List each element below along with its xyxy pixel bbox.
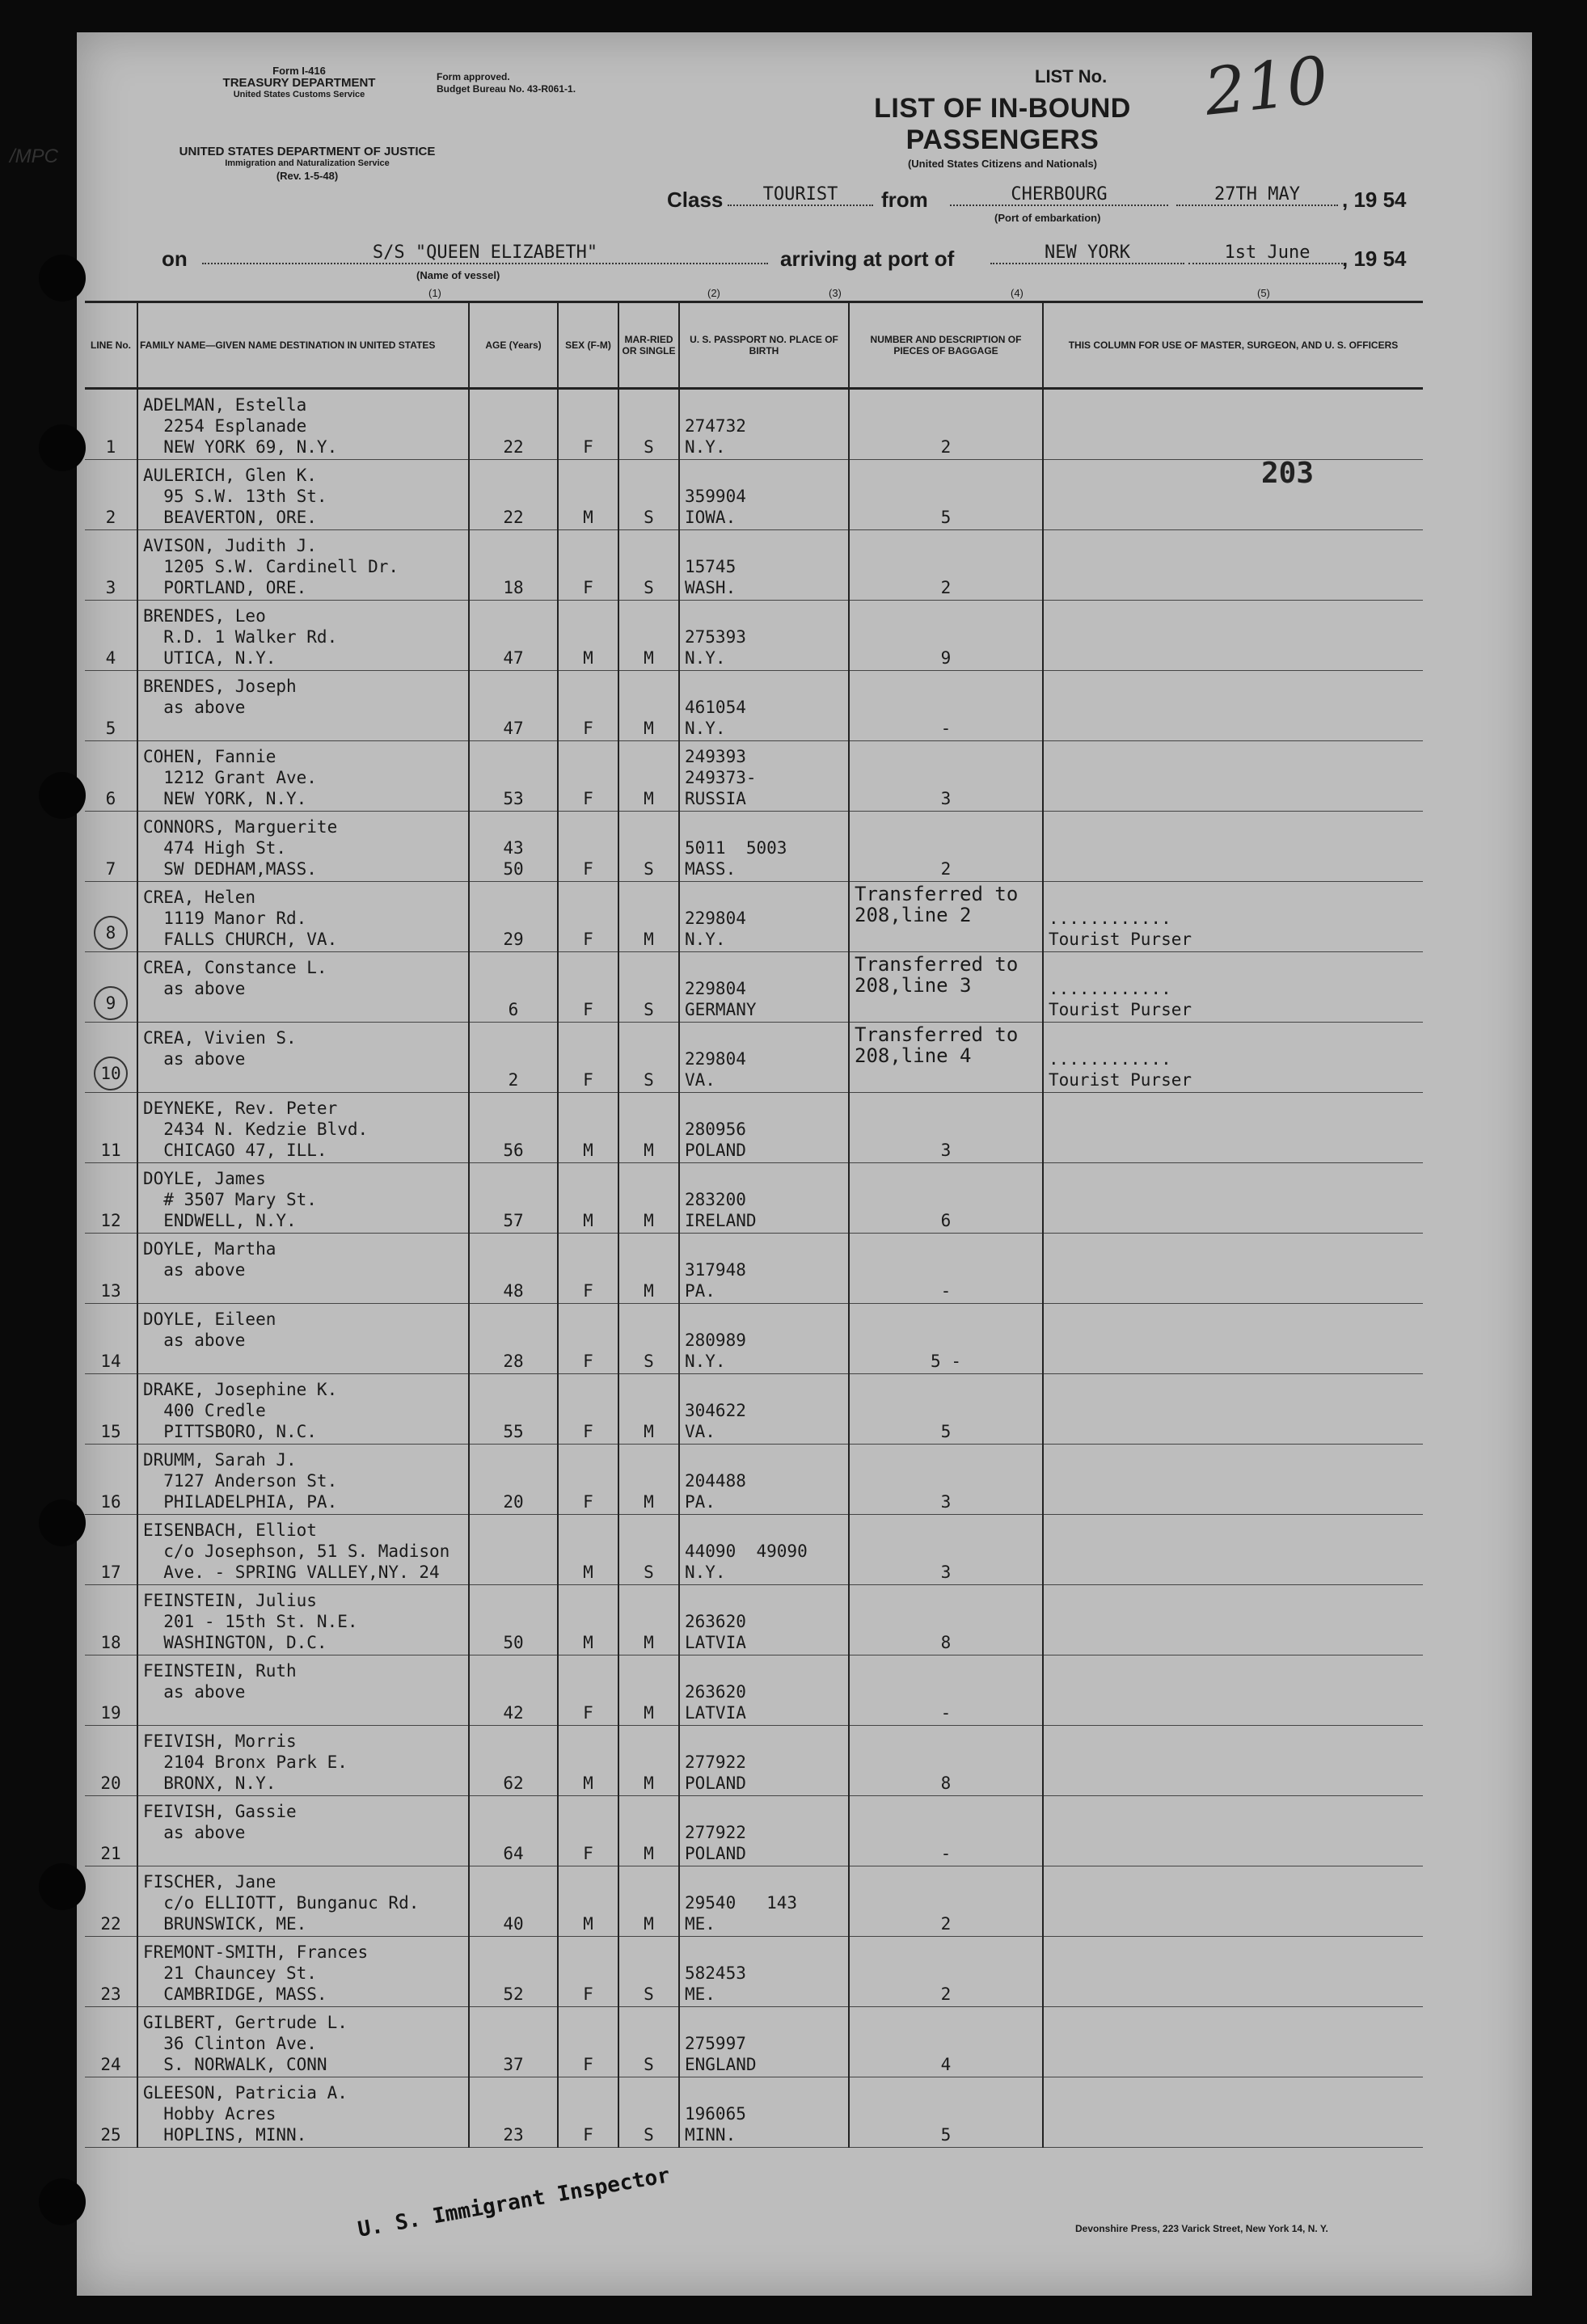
marital-cell: S (618, 1937, 679, 2007)
table-row (85, 1023, 1423, 1093)
baggage-cell: Transferred to 208,line 4 (849, 1023, 1043, 1093)
passport-cell: 359904 IOWA. (679, 460, 849, 530)
passport-cell: 229804 N.Y. (679, 882, 849, 952)
table-row (85, 812, 1423, 882)
line-number: 24 (85, 2007, 137, 2077)
sex-cell: M (558, 460, 618, 530)
passenger-name: CREA, Constance L. as above (137, 952, 469, 1023)
passport-cell: 263620 LATVIA (679, 1655, 849, 1726)
passenger-name: DRUMM, Sarah J. 7127 Anderson St. PHILADELPHIA, PA. (137, 1445, 469, 1515)
sex-cell: M (558, 601, 618, 671)
budget-bureau: Budget Bureau No. 43-R061-1. (437, 83, 576, 95)
form-number: Form I-416 (272, 65, 326, 77)
baggage-cell: 5 (849, 460, 1043, 530)
age-cell: 2 (469, 1023, 558, 1093)
passport-cell: 582453 ME. (679, 1937, 849, 2007)
table-row (85, 1937, 1423, 2007)
depart-date: 27TH MAY (1176, 184, 1338, 206)
baggage-cell: Transferred to 208,line 2 (849, 882, 1043, 952)
sex-cell: F (558, 1304, 618, 1374)
baggage-cell: 8 (849, 1726, 1043, 1796)
passport-cell: 196065 MINN. (679, 2077, 849, 2148)
baggage-cell: 3 (849, 741, 1043, 812)
baggage-cell: 3 (849, 1445, 1043, 1515)
list-no-label: LIST No. (1035, 66, 1108, 86)
passenger-name: CONNORS, Marguerite 474 High St. SW DEDHAM,MASS. (137, 812, 469, 882)
passenger-name: FREMONT-SMITH, Frances 21 Chauncey St. CAMBRIDGE, MASS. (137, 1937, 469, 2007)
remarks-cell (1043, 460, 1423, 530)
marital-cell: M (618, 671, 679, 741)
marital-cell: S (618, 812, 679, 882)
passenger-table (85, 301, 1423, 2148)
passenger-name: BRENDES, Joseph as above (137, 671, 469, 741)
baggage-cell: 2 (849, 1866, 1043, 1937)
line-number: 15 (85, 1374, 137, 1445)
passenger-name: DOYLE, Martha as above (137, 1234, 469, 1304)
baggage-cell: 9 (849, 601, 1043, 671)
age-cell: 50 (469, 1585, 558, 1655)
line-number (85, 882, 137, 952)
col-number: (1) (428, 287, 441, 299)
remarks-cell (1043, 1374, 1423, 1445)
remarks-cell (1043, 1445, 1423, 1515)
age-cell: 22 (469, 460, 558, 530)
line-number: 2 (85, 460, 137, 530)
passport-cell: 280956 POLAND (679, 1093, 849, 1163)
passenger-name: DOYLE, Eileen as above (137, 1304, 469, 1374)
table-row (85, 460, 1423, 530)
marital-cell: M (618, 1726, 679, 1796)
age-cell: 55 (469, 1374, 558, 1445)
table-row (85, 741, 1423, 812)
age-cell: 56 (469, 1093, 558, 1163)
arrival-year: , 19 54 (1342, 247, 1407, 271)
baggage-cell: 3 (849, 1515, 1043, 1585)
passenger-name: DOYLE, James # 3507 Mary St. ENDWELL, N.Y. (137, 1163, 469, 1234)
line-number: 20 (85, 1726, 137, 1796)
baggage-cell: 2 (849, 389, 1043, 460)
age-cell: 22 (469, 389, 558, 460)
marital-cell: S (618, 952, 679, 1023)
port-embark-sub: (Port of embarkation) (994, 212, 1101, 224)
remarks-cell (1043, 1234, 1423, 1304)
age-cell: 43 50 (469, 812, 558, 882)
line-number: 23 (85, 1937, 137, 2007)
col-number: (2) (707, 287, 720, 299)
passenger-name: AULERICH, Glen K. 95 S.W. 13th St. BEAVERTON, ORE. (137, 460, 469, 530)
line-number: 3 (85, 530, 137, 601)
passport-cell: 277922 POLAND (679, 1796, 849, 1866)
baggage-cell: 2 (849, 812, 1043, 882)
line-number (85, 952, 137, 1023)
marital-cell: M (618, 1866, 679, 1937)
marital-cell: M (618, 1585, 679, 1655)
sex-cell: M (558, 1585, 618, 1655)
document-title (776, 93, 1229, 170)
passenger-name: GLEESON, Patricia A. Hobby Acres HOPLINS, MINN. (137, 2077, 469, 2148)
remarks-cell (1043, 601, 1423, 671)
table-row (85, 389, 1423, 460)
sex-cell: M (558, 1866, 618, 1937)
marital-cell: S (618, 389, 679, 460)
header-line: LINE No. (85, 302, 137, 389)
table-row (85, 530, 1423, 601)
passport-cell: 283200 IRELAND (679, 1163, 849, 1234)
table-row (85, 1726, 1423, 1796)
arriving-label: arriving at port of (780, 247, 955, 271)
table-row (85, 2007, 1423, 2077)
marital-cell: S (618, 1515, 679, 1585)
line-number: 7 (85, 812, 137, 882)
remarks-cell (1043, 1163, 1423, 1234)
passenger-name: FEIVISH, Gassie as above (137, 1796, 469, 1866)
marital-cell: M (618, 1796, 679, 1866)
passport-cell: 229804 VA. (679, 1023, 849, 1093)
passenger-name: BRENDES, Leo R.D. 1 Walker Rd. UTICA, N.Y. (137, 601, 469, 671)
age-cell: 52 (469, 1937, 558, 2007)
baggage-cell: 2 (849, 530, 1043, 601)
passenger-name: FISCHER, Jane c/o ELLIOTT, Bunganuc Rd. BRUNSWICK, ME. (137, 1866, 469, 1937)
sex-cell: F (558, 1374, 618, 1445)
revision: (Rev. 1-5-48) (276, 170, 339, 182)
passenger-name: FEINSTEIN, Ruth as above (137, 1655, 469, 1726)
age-cell (469, 1515, 558, 1585)
marital-cell: S (618, 2077, 679, 2148)
binder-hole (39, 424, 86, 471)
baggage-cell: Transferred to 208,line 3 (849, 952, 1043, 1023)
passport-cell: 204488 PA. (679, 1445, 849, 1515)
remarks-cell (1043, 671, 1423, 741)
passport-cell: 274732 N.Y. (679, 389, 849, 460)
passenger-name: CREA, Vivien S. as above (137, 1023, 469, 1093)
age-cell: 62 (469, 1726, 558, 1796)
baggage-cell: 2 (849, 1937, 1043, 2007)
vessel-sub: (Name of vessel) (416, 269, 500, 281)
passport-cell: 15745 WASH. (679, 530, 849, 601)
class-value: TOURIST (728, 184, 873, 206)
baggage-cell: 5 (849, 1374, 1043, 1445)
from-label: from (881, 188, 928, 212)
remarks-cell (1043, 2077, 1423, 2148)
printer-footer: Devonshire Press, 223 Varick Street, New York 14, N. Y. (1075, 2223, 1328, 2234)
circled-line-number: 9 (94, 986, 128, 1020)
sex-cell: M (558, 1726, 618, 1796)
sex-cell: F (558, 1023, 618, 1093)
table-row (85, 1304, 1423, 1374)
line-number: 18 (85, 1585, 137, 1655)
age-cell: 47 (469, 671, 558, 741)
binder-hole (39, 1863, 86, 1910)
passenger-name: FEINSTEIN, Julius 201 - 15th St. N.E. WASHINGTON, D.C. (137, 1585, 469, 1655)
marital-cell: M (618, 1093, 679, 1163)
passenger-name: DEYNEKE, Rev. Peter 2434 N. Kedzie Blvd. CHICAGO 47, ILL. (137, 1093, 469, 1163)
line-number: 17 (85, 1515, 137, 1585)
age-cell: 28 (469, 1304, 558, 1374)
line-number: 13 (85, 1234, 137, 1304)
header-passport: U. S. PASSPORT NO. PLACE OF BIRTH (679, 302, 849, 389)
remarks-cell (1043, 1304, 1423, 1374)
marital-cell: M (618, 601, 679, 671)
passenger-name: DRAKE, Josephine K. 400 Credle PITTSBORO, N.C. (137, 1374, 469, 1445)
marital-cell: S (618, 1304, 679, 1374)
passport-cell: 5011 5003 MASS. (679, 812, 849, 882)
remarks-cell (1043, 1515, 1423, 1585)
table-row (85, 1234, 1423, 1304)
arrival-port: NEW YORK (990, 243, 1184, 264)
age-cell: 20 (469, 1445, 558, 1515)
line-number: 16 (85, 1445, 137, 1515)
table-row (85, 1093, 1423, 1163)
baggage-cell: 4 (849, 2007, 1043, 2077)
marital-cell: M (618, 882, 679, 952)
sex-cell: M (558, 1515, 618, 1585)
age-cell: 64 (469, 1796, 558, 1866)
passport-cell: 280989 N.Y. (679, 1304, 849, 1374)
remarks-cell (1043, 1937, 1423, 2007)
sex-cell: F (558, 1445, 618, 1515)
remarks-cell (1043, 1585, 1423, 1655)
remarks-cell (1043, 1726, 1423, 1796)
justice-header (81, 146, 534, 182)
baggage-cell: 5 (849, 2077, 1043, 2148)
baggage-cell: 5 - (849, 1304, 1043, 1374)
binder-hole (39, 772, 86, 819)
line-number: 5 (85, 671, 137, 741)
subtitle-text: (United States Citizens and Nationals) (907, 158, 1098, 170)
remarks-cell: ............ Tourist Purser (1043, 952, 1423, 1023)
passport-cell: 29540 143 ME. (679, 1866, 849, 1937)
class-label: Class (667, 188, 724, 212)
line-number (85, 1023, 137, 1093)
passenger-name: COHEN, Fannie 1212 Grant Ave. NEW YORK, N.Y. (137, 741, 469, 812)
age-cell: 23 (469, 2077, 558, 2148)
table-row (85, 1445, 1423, 1515)
ins-service: Immigration and Naturalization Service (225, 158, 390, 168)
circled-line-number: 8 (94, 916, 128, 950)
table-row (85, 1585, 1423, 1655)
age-cell: 6 (469, 952, 558, 1023)
stamp-number: 203 (1261, 457, 1315, 490)
sex-cell: F (558, 1937, 618, 2007)
marital-cell: S (618, 460, 679, 530)
marital-cell: S (618, 530, 679, 601)
remarks-cell (1043, 1093, 1423, 1163)
table-header-row (85, 302, 1423, 389)
title-text: LIST OF IN-BOUND PASSENGERS (874, 93, 1131, 155)
treasury-dept: TREASURY DEPARTMENT (222, 76, 376, 90)
sex-cell: F (558, 741, 618, 812)
baggage-cell: 3 (849, 1093, 1043, 1163)
baggage-cell: 8 (849, 1585, 1043, 1655)
from-value: CHERBOURG (950, 184, 1168, 206)
form-header (146, 65, 453, 101)
binder-hole (39, 2178, 86, 2225)
passport-cell: 275997 ENGLAND (679, 2007, 849, 2077)
header-name: FAMILY NAME—GIVEN NAME DESTINATION IN UNITED STATES (137, 302, 469, 389)
marital-cell: M (618, 741, 679, 812)
passport-cell: 44090 49090 N.Y. (679, 1515, 849, 1585)
approval-block (437, 71, 576, 95)
passenger-name: EISENBACH, Elliot c/o Josephson, 51 S. Madison Ave. - SPRING VALLEY,NY. 24 (137, 1515, 469, 1585)
line-number: 1 (85, 389, 137, 460)
remarks-cell (1043, 1796, 1423, 1866)
sex-cell: F (558, 1234, 618, 1304)
line-number: 22 (85, 1866, 137, 1937)
line-number: 4 (85, 601, 137, 671)
passenger-name: AVISON, Judith J. 1205 S.W. Cardinell Dr. PORTLAND, ORE. (137, 530, 469, 601)
age-cell: 53 (469, 741, 558, 812)
circled-line-number: 10 (94, 1057, 128, 1090)
sex-cell: M (558, 1163, 618, 1234)
table-row (85, 2077, 1423, 2148)
header-sex: SEX (F-M) (558, 302, 618, 389)
baggage-cell: - (849, 1234, 1043, 1304)
sex-cell: F (558, 812, 618, 882)
header-age: AGE (Years) (469, 302, 558, 389)
col-number: (3) (829, 287, 842, 299)
remarks-cell (1043, 812, 1423, 882)
marital-cell: S (618, 1023, 679, 1093)
table-row (85, 1866, 1423, 1937)
age-cell: 48 (469, 1234, 558, 1304)
passport-cell: 317948 PA. (679, 1234, 849, 1304)
remarks-cell (1043, 1866, 1423, 1937)
table-row (85, 952, 1423, 1023)
marital-cell: M (618, 1655, 679, 1726)
sex-cell: F (558, 389, 618, 460)
remarks-cell: ............ Tourist Purser (1043, 882, 1423, 952)
remarks-cell (1043, 741, 1423, 812)
customs-service: United States Customs Service (233, 90, 365, 99)
remarks-cell: ............ Tourist Purser (1043, 1023, 1423, 1093)
sex-cell: F (558, 882, 618, 952)
list-no-value: 210 (1201, 42, 1332, 130)
line-number: 25 (85, 2077, 137, 2148)
passenger-name: FEIVISH, Morris 2104 Bronx Park E. BRONX, N.Y. (137, 1726, 469, 1796)
passport-cell: 277922 POLAND (679, 1726, 849, 1796)
passport-cell: 275393 N.Y. (679, 601, 849, 671)
table-row (85, 1374, 1423, 1445)
table-row (85, 882, 1423, 952)
table-row (85, 601, 1423, 671)
sex-cell: F (558, 671, 618, 741)
depart-year: , 19 54 (1342, 188, 1407, 212)
sex-cell: F (558, 2077, 618, 2148)
age-cell: 37 (469, 2007, 558, 2077)
passenger-name: CREA, Helen 1119 Manor Rd. FALLS CHURCH, VA. (137, 882, 469, 952)
age-cell: 47 (469, 601, 558, 671)
remarks-cell (1043, 389, 1423, 460)
passenger-name: ADELMAN, Estella 2254 Esplanade NEW YORK 69, N.Y. (137, 389, 469, 460)
age-cell: 29 (469, 882, 558, 952)
baggage-cell: - (849, 1655, 1043, 1726)
marital-cell: M (618, 1374, 679, 1445)
binder-hole (39, 1499, 86, 1546)
remarks-cell (1043, 530, 1423, 601)
sex-cell: F (558, 952, 618, 1023)
vessel-name: S/S "QUEEN ELIZABETH" (202, 243, 768, 264)
table-row (85, 1655, 1423, 1726)
line-number: 11 (85, 1093, 137, 1163)
line-number: 21 (85, 1796, 137, 1866)
passport-cell: 461054 N.Y. (679, 671, 849, 741)
remarks-cell (1043, 1655, 1423, 1726)
line-number: 19 (85, 1655, 137, 1726)
table-row (85, 1515, 1423, 1585)
form-approved: Form approved. (437, 71, 510, 82)
age-cell: 18 (469, 530, 558, 601)
sex-cell: F (558, 1655, 618, 1726)
on-label: on (162, 247, 188, 271)
passenger-name: GILBERT, Gertrude L. 36 Clinton Ave. S. NORWALK, CONN (137, 2007, 469, 2077)
line-number: 14 (85, 1304, 137, 1374)
col-number: (5) (1257, 287, 1270, 299)
baggage-cell: - (849, 1796, 1043, 1866)
age-cell: 40 (469, 1866, 558, 1937)
passport-cell: 249393 249373- RUSSIA (679, 741, 849, 812)
sex-cell: F (558, 2007, 618, 2077)
age-cell: 42 (469, 1655, 558, 1726)
marital-cell: M (618, 1163, 679, 1234)
justice-dept: UNITED STATES DEPARTMENT OF JUSTICE (179, 145, 436, 158)
header-remarks: THIS COLUMN FOR USE OF MASTER, SURGEON, AND U. S. OFFICERS (1043, 302, 1423, 389)
passport-cell: 304622 VA. (679, 1374, 849, 1445)
marital-cell: M (618, 1445, 679, 1515)
passport-cell: 229804 GERMANY (679, 952, 849, 1023)
table-row (85, 1163, 1423, 1234)
marital-cell: S (618, 2007, 679, 2077)
table-row (85, 671, 1423, 741)
arrival-date: 1st June (1188, 243, 1346, 264)
sex-cell: M (558, 1093, 618, 1163)
baggage-cell: - (849, 671, 1043, 741)
marital-cell: M (618, 1234, 679, 1304)
passport-cell: 263620 LATVIA (679, 1585, 849, 1655)
baggage-cell: 6 (849, 1163, 1043, 1234)
line-number: 12 (85, 1163, 137, 1234)
sex-cell: F (558, 1796, 618, 1866)
left-annotation: /MPC (10, 146, 58, 167)
binder-hole (39, 255, 86, 302)
remarks-cell (1043, 2007, 1423, 2077)
col-number: (4) (1011, 287, 1024, 299)
header-married: MAR-RIED OR SINGLE (618, 302, 679, 389)
sex-cell: F (558, 530, 618, 601)
table-row (85, 1796, 1423, 1866)
header-baggage: NUMBER AND DESCRIPTION OF PIECES OF BAGGAGE (849, 302, 1043, 389)
inspector-stamp: U. S. Immigrant Inspector (356, 2163, 672, 2242)
age-cell: 57 (469, 1163, 558, 1234)
line-number: 6 (85, 741, 137, 812)
